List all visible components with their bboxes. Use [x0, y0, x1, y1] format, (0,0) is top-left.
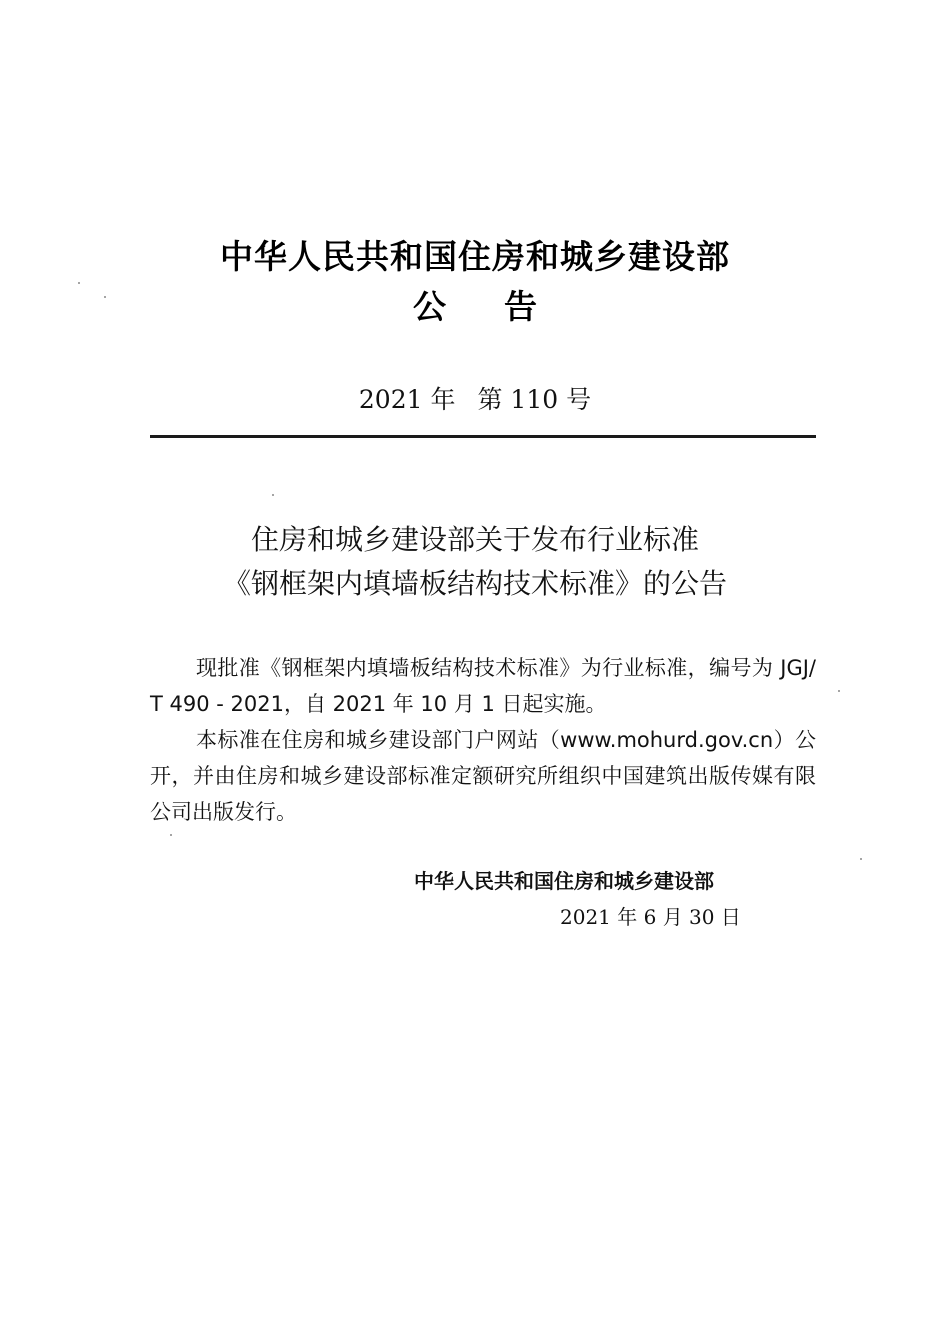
issuer-signature: 中华人民共和国住房和城乡建设部	[414, 869, 714, 893]
scan-speck	[272, 494, 274, 496]
scan-speck	[78, 282, 80, 284]
ministry-title: 中华人民共和国住房和城乡建设部	[220, 237, 730, 276]
document-body	[150, 650, 816, 830]
issue-serial: 第 110 号	[477, 385, 592, 414]
scan-speck	[104, 296, 106, 298]
scan-speck	[838, 690, 840, 692]
notice-heading-char-1: 公	[413, 287, 446, 326]
issue-year: 2021 年	[358, 385, 456, 414]
document-title-line-1: 住房和城乡建设部关于发布行业标准	[250, 523, 699, 556]
issue-number	[0, 382, 950, 418]
body-paragraph-approval: 现批准《钢框架内填墙板结构技术标准》为行业标准，编号为 JGJ/T 490 - 2021，自 2021 年 10 月 1 日起实施。	[150, 656, 816, 716]
header-divider	[150, 435, 816, 438]
body-paragraph-publication: 本标准在住房和城乡建设部门户网站（www.mohurd.gov.cn）公开，并由住房和城乡建设部标准定额研究所组织中国建筑出版传媒有限公司出版发行。	[150, 728, 816, 824]
issue-date: 2021 年 6 月 30 日	[560, 905, 741, 929]
document-title	[0, 518, 950, 606]
notice-heading-char-2: 告	[504, 287, 537, 326]
notice-heading	[0, 282, 950, 332]
scan-speck	[170, 834, 172, 836]
scan-speck	[860, 858, 862, 860]
document-title-line-2: 《钢框架内填墙板结构技术标准》的公告	[222, 567, 727, 600]
